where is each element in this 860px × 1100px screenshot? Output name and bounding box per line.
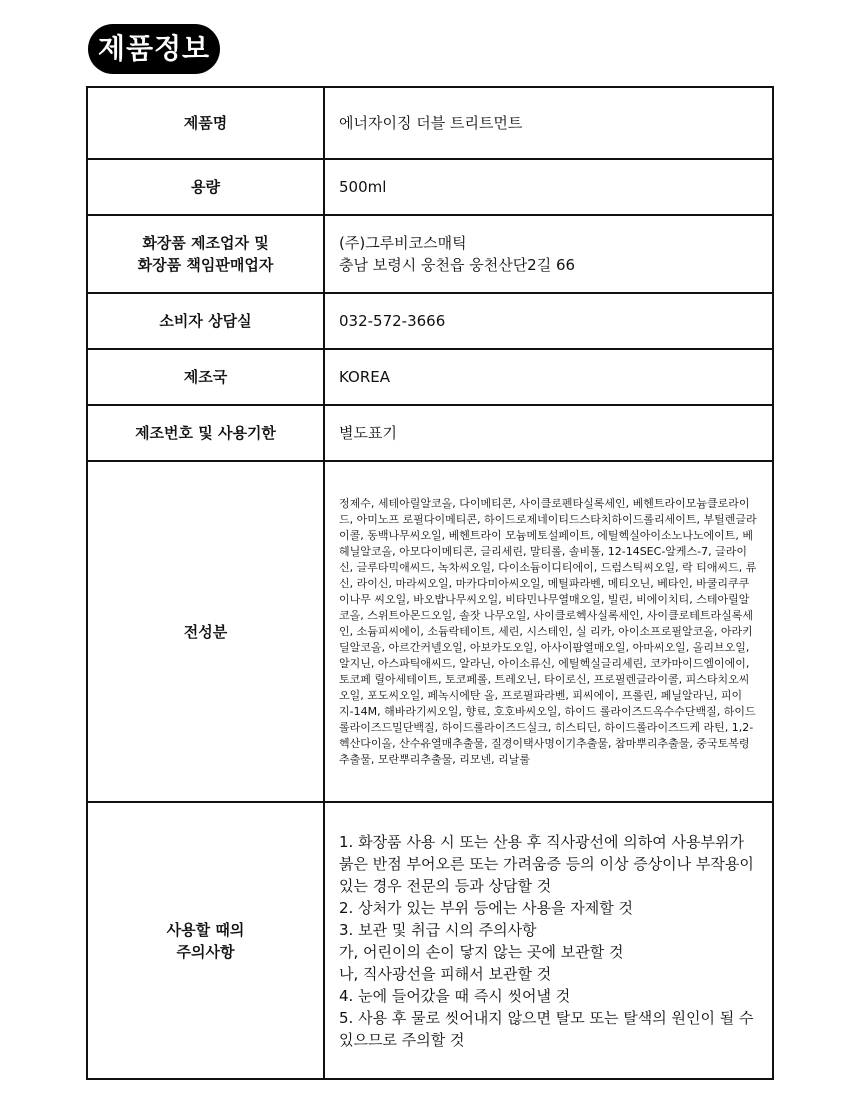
caution-label-line1: 사용할 때의 [166, 920, 245, 939]
manufacturer-name: (주)그루비코스매틱 [339, 234, 467, 252]
row-country [87, 349, 773, 405]
caution-label-line2: 주의사항 [176, 942, 235, 961]
row-lot-expiry [87, 405, 773, 461]
row-manufacturer [87, 215, 773, 293]
country-label: 제조국 [87, 349, 324, 405]
section-title: 제품정보 [88, 24, 220, 74]
manufacturer-label-line1: 화장품 제조업자 및 [142, 234, 269, 252]
product-name-label: 제품명 [87, 87, 324, 159]
lot-expiry-label: 제조번호 및 사용기한 [87, 405, 324, 461]
row-volume [87, 159, 773, 215]
row-ingredients [87, 461, 773, 802]
ingredients-value: 정제수, 세테아릴알코올, 다이메티콘, 사이클로펜타실록세인, 베헨트라이모늄클로라이드, 아미노프 로필다이메티콘, 하이드로제네이티드스타치하이드롤리세이트, 부틸렌글라이콜, 동백나무씨오일, 베헨트라이 모늄메토설페이트, 에틸헥실아이소노나노에이트, 베헤닐알코올, 아모다이메티콘, 글리세린, 말티롤, 솔비톨, 12-14SEC-알케스-7, 글라이신, 글루타믹애씨드, 녹차씨오일, 다이소듐이디티에이, 드럼스틱씨오일, 락 티애씨드, 류신, 라이신, 마라씨오일, 마카다미아씨오일, 메틸파라벤, 메티오닌, 베타인, 바쿨리쿠쿠이나무 씨오일, 바오밥나무씨오일, 비타민나무열매오일, 빌린, 비에이치티, 스테아릴알코올, 스위트아몬드오일, 솔잣 나무오일, 사이클로헥사실록세인, 사이클로테트라실록세인, 소듐피씨에이, 소듐락테이트, 세린, 시스테인, 실 리카, 아이소프로필알코올, 아라키딜알코올, 아르간커넬오일, 아보카도오일, 아사이팜열매오일, 아마씨오일, 올리브오일, 알지닌, 아스파틱애씨드, 알라닌, 아이소류신, 에틸헥실글리세린, 코카마이드엠이에이, 토코페 릴아세테이트, 토코페롤, 트레오닌, 타이로신, 프로필렌글라이콜, 피스타치오씨오일, 포도씨오일, 페녹시에탄 올, 프로필파라벤, 피씨에이, 프롤린, 페닐알라닌, 피이지-14M, 해바라기씨오일, 향료, 호호바씨오일, 하이드 롤라이즈드옥수수단백질, 하이드롤라이즈드밀단백질, 하이드롤라이즈드실크, 히스티딘, 하이드롤라이즈드케 라틴, 1,2-헥산다이올, 산수유열매추출물, 질경이택사명이기추출물, 참마뿌리추출물, 중국토복령추출물, 모란뿌리추출물, 리모넨, 리날룰 [324, 461, 773, 802]
caution-label [87, 802, 324, 1079]
product-name-value: 에너자이징 더블 트리트먼트 [324, 87, 773, 159]
caution-value [324, 802, 773, 1079]
manufacturer-value [324, 215, 773, 293]
manufacturer-label-line2: 화장품 책임판매업자 [137, 256, 274, 274]
manufacturer-address: 충남 보령시 웅천읍 웅천산단2길 66 [339, 256, 576, 274]
row-caution [87, 802, 773, 1079]
row-consumer-center [87, 293, 773, 349]
caution-item: 3. 보관 및 취급 시의 주의사항 [339, 920, 537, 939]
caution-item: 가, 어린이의 손이 닿지 않는 곳에 보관할 것 [339, 942, 624, 961]
manufacturer-label [87, 215, 324, 293]
caution-item: 2. 상처가 있는 부위 등에는 사용을 자제할 것 [339, 898, 634, 917]
volume-value: 500ml [324, 159, 773, 215]
caution-item: 4. 눈에 들어갔을 때 즉시 씻어낼 것 [339, 986, 571, 1005]
lot-expiry-value: 별도표기 [324, 405, 773, 461]
caution-item: 1. 화장품 사용 시 또는 산용 후 직사광선에 의하여 사용부위가 붉은 반점 부어오른 또는 가려움증 등의 이상 증상이나 부작용이 있는 경우 전문의 등과 상담할 것 [339, 832, 754, 895]
volume-label: 용량 [87, 159, 324, 215]
country-value: KOREA [324, 349, 773, 405]
product-info-table [86, 86, 774, 1080]
row-product-name [87, 87, 773, 159]
caution-item: 5. 사용 후 물로 씻어내지 않으면 탈모 또는 탈색의 원인이 될 수 있으므로 주의할 것 [339, 1008, 754, 1049]
caution-item: 나, 직사광선을 피해서 보관할 것 [339, 964, 552, 983]
consumer-center-label: 소비자 상담실 [87, 293, 324, 349]
consumer-center-phone: 032-572-3666 [324, 293, 773, 349]
ingredients-label: 전성분 [87, 461, 324, 802]
